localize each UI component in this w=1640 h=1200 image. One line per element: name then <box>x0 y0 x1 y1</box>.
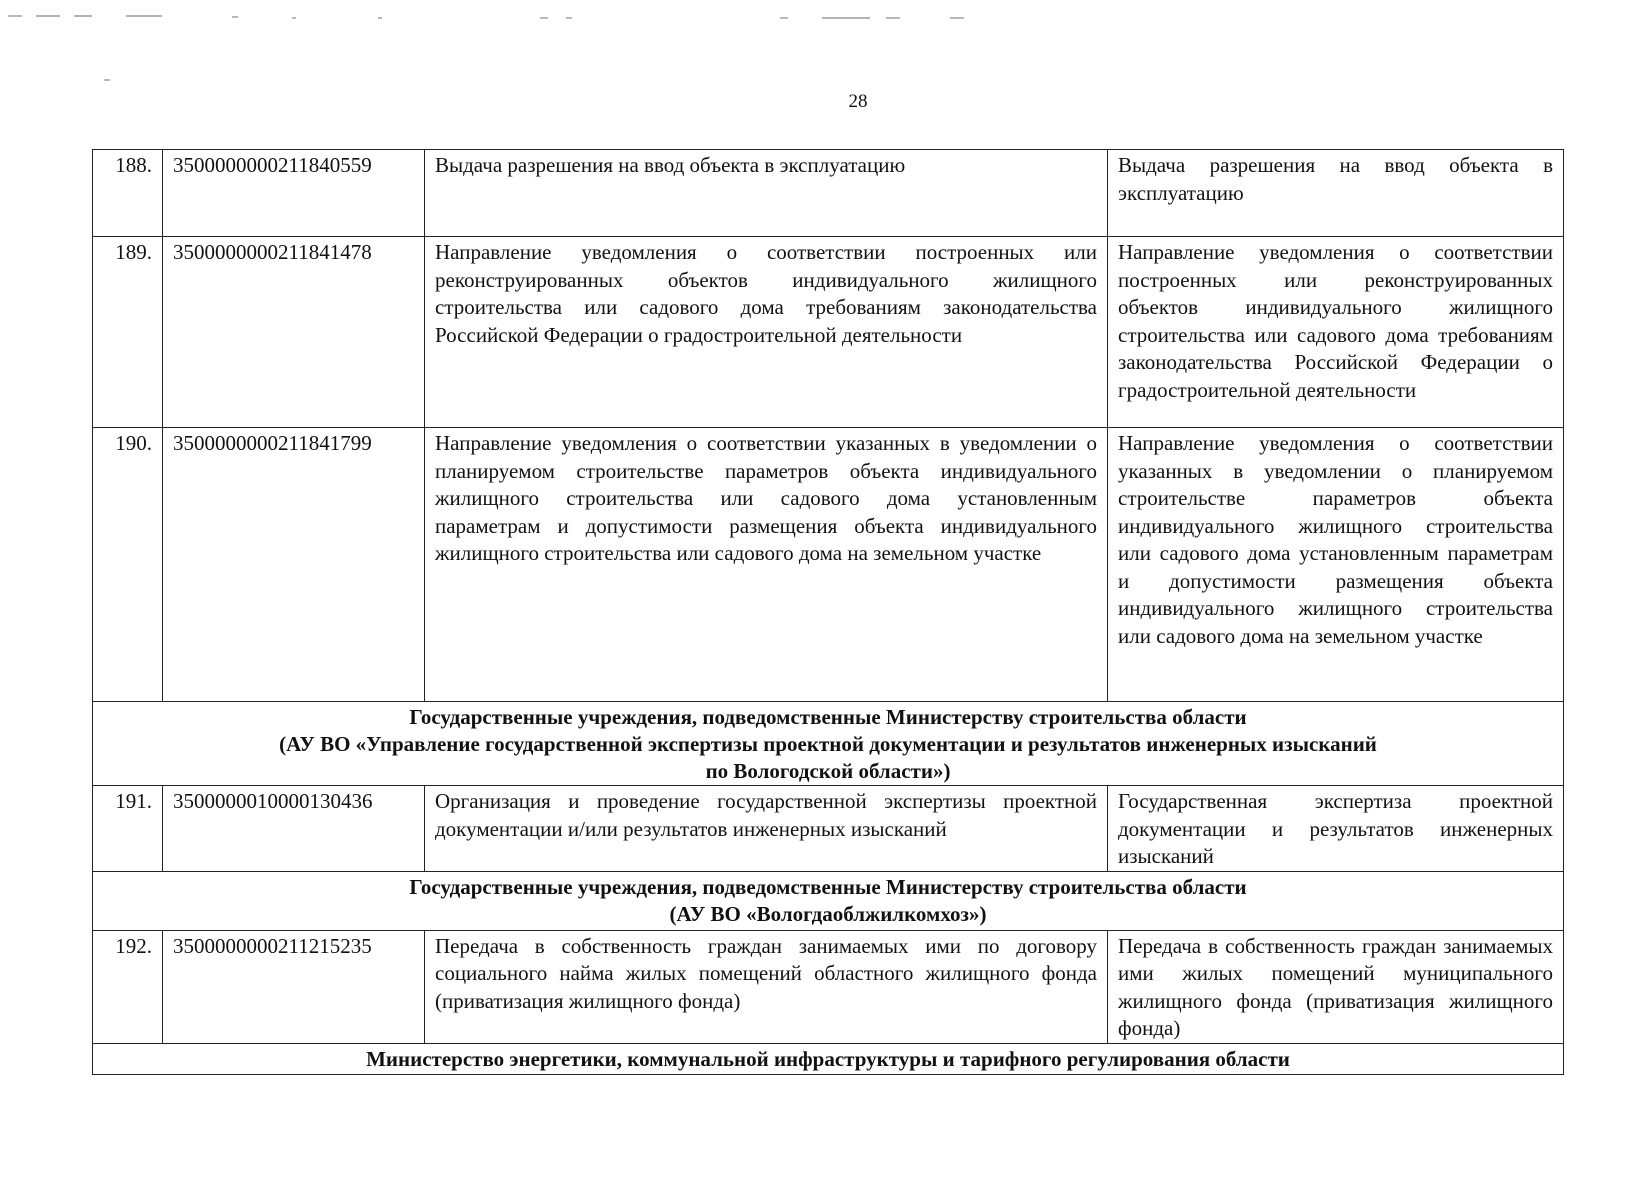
service-description: Направление уведомления о соответствии указанных в уведомлении о планируемом строительстве параметров объекта индивидуального жилищного строительства или садового дома установленным параметрам и допустимости размещения объекта индивидуального жилищного строительства или садового дома на земельном участке <box>425 428 1108 702</box>
service-result: Направление уведомления о соответствии построенных или реконструированных объектов индивидуального жилищного строительства или садового дома требованиям законодательства Российской Федерации о градостроительной деятельности <box>1108 237 1564 428</box>
section-heading <box>93 702 1564 786</box>
section-heading-line: Государственные учреждения, подведомственные Министерству строительства области <box>409 705 1247 729</box>
scan-artifacts <box>0 0 1640 90</box>
service-result: Выдача разрешения на ввод объекта в эксплуатацию <box>1108 150 1564 237</box>
service-description: Передача в собственность граждан занимаемых ими по договору социального найма жилых помещений областного жилищного фонда (приватизация жилищного фонда) <box>425 930 1108 1043</box>
section-heading-line: (АУ ВО «Управление государственной экспертизы проектной документации и результатов инженерных изысканий <box>279 732 1377 756</box>
row-number: 188. <box>93 150 163 237</box>
service-code: 3500000000211840559 <box>163 150 425 237</box>
service-result: Государственная экспертиза проектной документации и результатов инженерных изысканий <box>1108 786 1564 872</box>
section-heading <box>93 1043 1564 1074</box>
section-row <box>93 702 1564 786</box>
service-result: Направление уведомления о соответствии указанных в уведомлении о планируемом строительстве параметров объекта индивидуального жилищного строительства или садового дома установленным параметрам и допустимости размещения объекта индивидуального жилищного строительства или садового дома на земельном участке <box>1108 428 1564 702</box>
section-heading-line: по Вологодской области») <box>705 759 951 783</box>
service-code: 3500000010000130436 <box>163 786 425 872</box>
table-row <box>93 428 1564 702</box>
table-row <box>93 786 1564 872</box>
row-number: 191. <box>93 786 163 872</box>
service-code: 3500000000211841799 <box>163 428 425 702</box>
section-row <box>93 871 1564 930</box>
row-number: 192. <box>93 930 163 1043</box>
service-description: Направление уведомления о соответствии построенных или реконструированных объектов индивидуального жилищного строительства или садового дома требованиям законодательства Российской Федерации о градостроительной деятельности <box>425 237 1108 428</box>
services-table <box>92 149 1564 1075</box>
section-heading <box>93 871 1564 930</box>
service-result: Передача в собственность граждан занимаемых ими жилых помещений муниципального жилищного фонда (приватизация жилищного фонда) <box>1108 930 1564 1043</box>
section-heading-line: Министерство энергетики, коммунальной инфраструктуры и тарифного регулирования области <box>366 1046 1290 1071</box>
table-row <box>93 237 1564 428</box>
page-number: 28 <box>848 91 868 112</box>
section-heading-line: (АУ ВО «Вологдаоблжилкомхоз») <box>669 901 987 926</box>
table-row <box>93 150 1564 237</box>
service-code: 3500000000211215235 <box>163 930 425 1043</box>
service-description: Выдача разрешения на ввод объекта в эксплуатацию <box>425 150 1108 237</box>
section-row <box>93 1043 1564 1074</box>
row-number: 190. <box>93 428 163 702</box>
table-row <box>93 930 1564 1043</box>
section-heading-line: Государственные учреждения, подведомственные Министерству строительства области <box>409 874 1247 899</box>
service-description: Организация и проведение государственной экспертизы проектной документации и/или результатов инженерных изысканий <box>425 786 1108 872</box>
service-code: 3500000000211841478 <box>163 237 425 428</box>
row-number: 189. <box>93 237 163 428</box>
